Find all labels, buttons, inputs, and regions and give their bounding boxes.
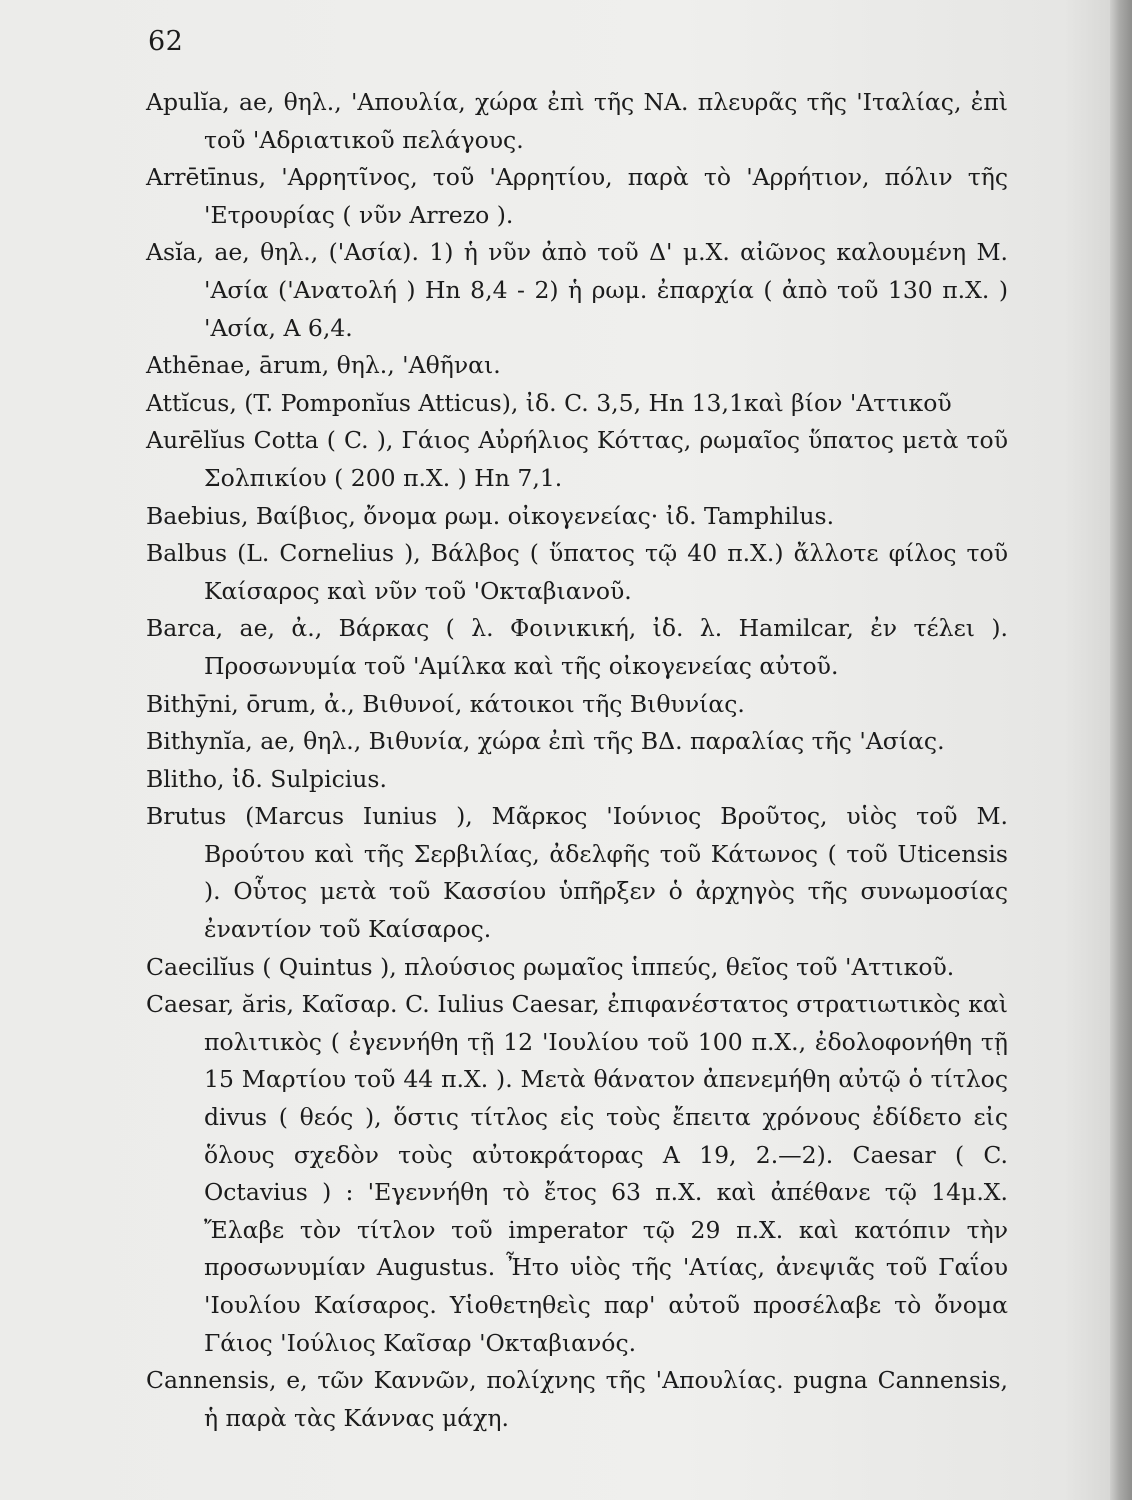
entry-baebius: Baebius, Βαίβιος, ὄνομα ρωμ. οἰκογενείας· ἰδ. Tamphilus. — [146, 501, 835, 530]
entry-athenae: Athēnae, ārum, θηλ., 'Αθῆναι. — [146, 351, 501, 380]
entry-barca: Barca, ae, ἀ., Βάρκας ( λ. Φοινικική, ἰδ. λ. Hamilcar, ἐν τέλει ). Προσωνυμία τοῦ 'Αμίλκα καὶ τῆς οἰκογενείας αὐτοῦ. — [146, 614, 1008, 680]
page-number: 62 — [148, 26, 184, 57]
entry-arretinus: Arrētīnus, 'Αρρητῖνος, τοῦ 'Αρρητίου, παρὰ τὸ 'Αρρήτιον, πόλιν τῆς 'Ετρουρίας ( νῦν Arrezo ). — [146, 163, 1008, 229]
entry-aurelius-cotta: Aurēlĭus Cotta ( C. ), Γάιος Αὐρήλιος Κόττας, ρωμαῖος ὕπατος μετὰ τοῦ Σολπικίου ( 200 π.Χ. ) Hn 7,1. — [146, 426, 1008, 492]
glossary-entries — [146, 84, 1008, 1437]
entry-atticus: Attĭcus, (T. Pomponĭus Atticus), ἰδ. C. 3,5, Hn 13,1καὶ βίον 'Αττικοῦ — [146, 388, 952, 417]
entry-blitho: Blitho, ἰδ. Sulpicius. — [146, 764, 387, 793]
entry-caesar: Caesar, ăris, Καῖσαρ. C. Iulius Caesar, ἐπιφανέστατος στρατιωτικὸς καὶ πολιτικὸς ( ἐγεννήθη τῇ 12 'Ιουλίου τοῦ 100 π.Χ., ἐδολοφονήθη τῇ 15 Μαρτίου τοῦ 44 π.Χ. ). Μετὰ θάνατον ἀπενεμήθη αὐτῷ ὁ τίτλος divus ( θεός ), ὅστις τίτλος εἰς τοὺς ἔπειτα χρόνους ἐδίδετο εἰς ὅλους σχεδὸν τοὺς αὐτοκράτορας A 19, 2.—2). Caesar ( C. Octavius ) : 'Εγεννήθη τὸ ἔτος 63 π.Χ. καὶ ἀπέθανε τῷ 14μ.Χ. Ἔλαβε τὸν τίτλον τοῦ imperator τῷ 29 π.Χ. καὶ κατόπιν τὴν προσωνυμίαν Augustus. Ἦτο υἱὸς τῆς 'Ατίας, ἀνεψιᾶς τοῦ Γαΐου 'Ιουλίου Καίσαρος. Υἱοθετηθεὶς παρ' αὐτοῦ προσέλαβε τὸ ὄνομα Γάιος 'Ιούλιος Καῖσαρ 'Οκταβιανός. — [146, 990, 1008, 1357]
entry-bithyni: Bithȳni, ōrum, ἀ., Βιθυνοί, κάτοικοι τῆς Βιθυνίας. — [146, 689, 745, 718]
entry-asia: Asĭa, ae, θηλ., ('Ασία). 1) ἡ νῦν ἀπὸ τοῦ Δ' μ.Χ. αἰῶνος καλουμένη Μ. 'Ασία ('Ανατολή ) Hn 8,4 - 2) ἡ ρωμ. ἐπαρχία ( ἀπὸ τοῦ 130 π.Χ. ) 'Ασία, A 6,4. — [146, 238, 1008, 342]
entry-caecilius: Caecilĭus ( Quintus ), πλούσιος ρωμαῖος ἱππεύς, θεῖος τοῦ 'Αττικοῦ. — [146, 952, 955, 981]
entry-cannensis: Cannensis, e, τῶν Καννῶν, πολίχνης τῆς 'Απουλίας. pugna Cannensis, ἡ παρὰ τὰς Κάννας μάχη. — [146, 1366, 1008, 1432]
entry-balbus: Balbus (L. Cornelius ), Βάλβος ( ὕπατος τῷ 40 π.Χ.) ἄλλοτε φίλος τοῦ Καίσαρος καὶ νῦν τοῦ 'Οκταβιανοῦ. — [146, 539, 1008, 605]
entry-bithynia: Bithynĭa, ae, θηλ., Βιθυνία, χώρα ἐπὶ τῆς ΒΔ. παραλίας τῆς 'Ασίας. — [146, 727, 945, 756]
page-spine-shadow — [1110, 0, 1132, 1500]
entry-apulia: Apulĭa, ae, θηλ., 'Απουλία, χώρα ἐπὶ τῆς ΝΑ. πλευρᾶς τῆς 'Ιταλίας, ἐπὶ τοῦ 'Αδριατικοῦ πελάγους. — [146, 88, 1008, 154]
entry-brutus: Brutus (Marcus Iunius ), Μᾶρκος 'Ιούνιος Βροῦτος, υἱὸς τοῦ Μ. Βρούτου καὶ τῆς Σερβιλίας, ἀδελφῆς τοῦ Κάτωνος ( τοῦ Uticensis ). Οὗτος μετὰ τοῦ Κασσίου ὑπῆρξεν ὁ ἀρχηγὸς τῆς συνωμοσίας ἐναντίον τοῦ Καίσαρος. — [146, 802, 1008, 944]
